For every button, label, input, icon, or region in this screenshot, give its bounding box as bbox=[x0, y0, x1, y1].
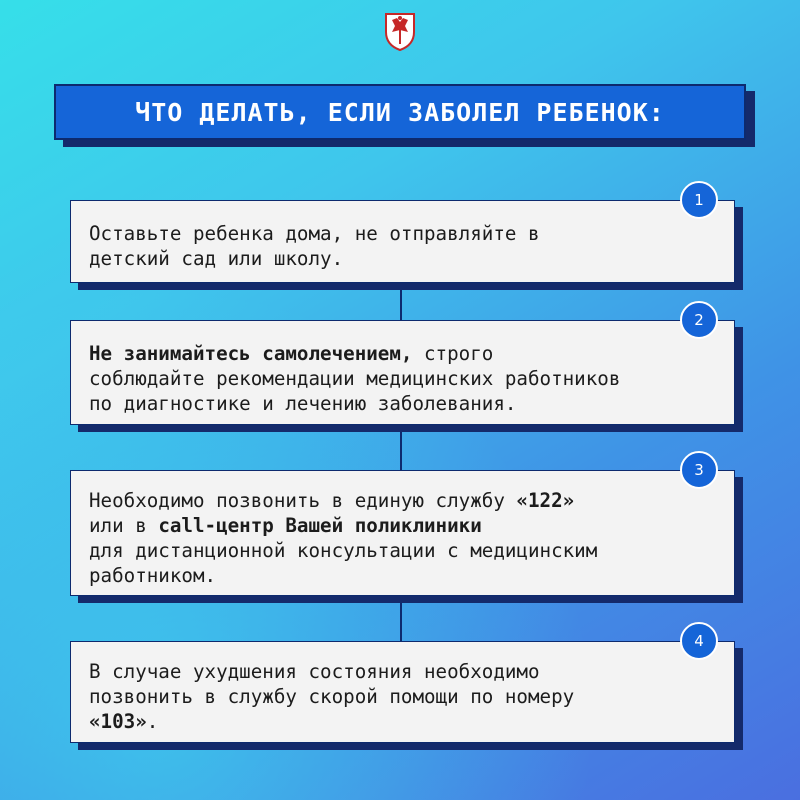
step-card-2 bbox=[70, 320, 735, 425]
step-text bbox=[89, 709, 724, 734]
connector-line bbox=[400, 290, 402, 320]
step-text: . bbox=[146, 710, 159, 733]
connector-line bbox=[400, 603, 402, 641]
title-bar bbox=[54, 84, 746, 140]
step-text: В случае ухудшения состояния необходимо bbox=[89, 660, 540, 683]
step-number-badge: 4 bbox=[680, 622, 718, 660]
step-card-3 bbox=[70, 470, 735, 596]
step-text: позвонить в службу скорой помощи по номеру bbox=[89, 685, 575, 708]
step-number-badge: 3 bbox=[680, 451, 718, 489]
step-text-bold: call-центр Вашей поликлиники bbox=[158, 514, 482, 537]
step-text: по диагностике и лечению заболевания. bbox=[89, 392, 517, 415]
step-number-badge: 1 bbox=[680, 181, 718, 219]
step-text: для дистанционной консультации с медицинским bbox=[89, 539, 598, 562]
step-card-1 bbox=[70, 200, 735, 283]
step-text: Оставьте ребенка дома, не отправляйте в bbox=[89, 222, 540, 245]
connector-line bbox=[400, 432, 402, 470]
step-number-badge: 2 bbox=[680, 301, 718, 339]
hotline-number: «122» bbox=[516, 489, 575, 512]
ministry-emblem-icon bbox=[383, 10, 417, 52]
step-text: Необходимо позвонить в единую службу bbox=[89, 489, 517, 512]
emergency-number: «103» bbox=[89, 710, 147, 733]
step-text-bold: Не занимайтесь самолечением, bbox=[89, 342, 413, 365]
step-text bbox=[89, 488, 724, 513]
step-card-4 bbox=[70, 641, 735, 743]
step-text: или в bbox=[89, 514, 159, 537]
step-text bbox=[89, 513, 724, 538]
step-text: работником. bbox=[89, 564, 217, 587]
step-text bbox=[89, 341, 724, 366]
page-title: ЧТО ДЕЛАТЬ, ЕСЛИ ЗАБОЛЕЛ РЕБЕНОК: bbox=[135, 97, 665, 127]
step-text: строго bbox=[412, 342, 494, 365]
step-text: соблюдайте рекомендации медицинских работников bbox=[89, 367, 621, 390]
step-text: детский сад или школу. bbox=[89, 247, 344, 270]
